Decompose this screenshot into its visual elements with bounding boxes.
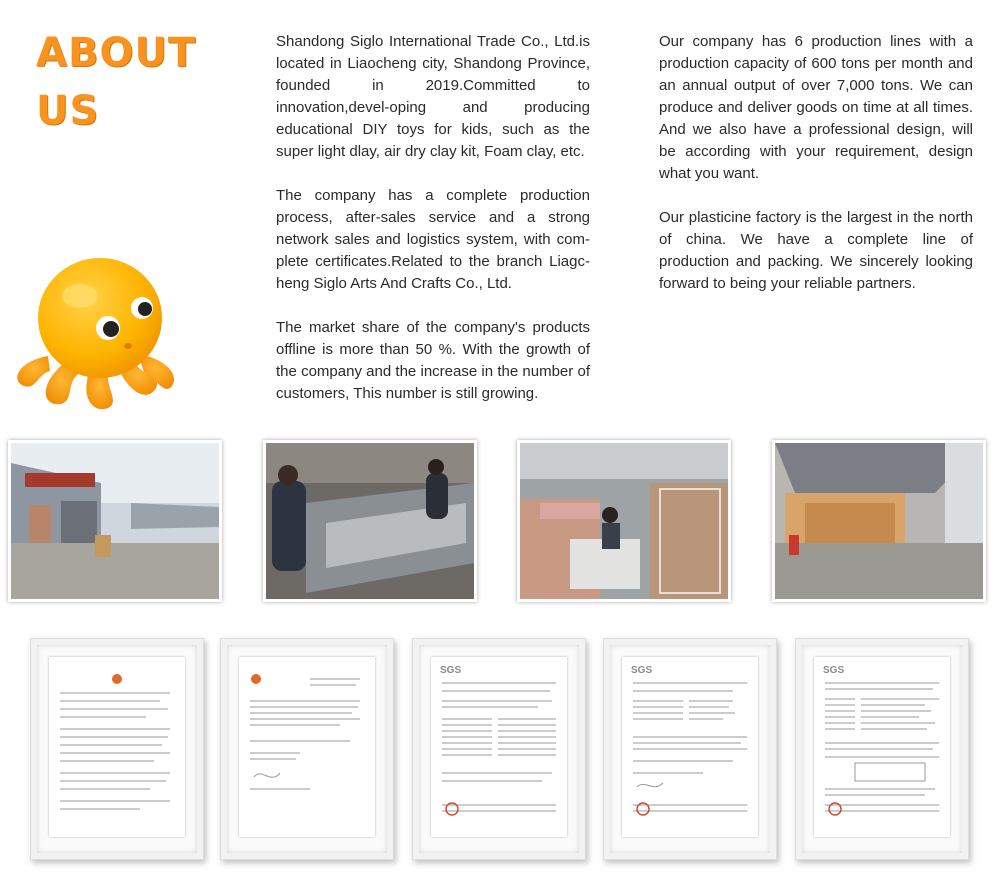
intro-column-right <box>659 31 973 317</box>
page-title <box>36 24 196 140</box>
certificate-frame <box>412 638 586 860</box>
title-line-1: ABOUT <box>36 30 197 76</box>
certificate-document <box>49 657 185 837</box>
factory-exterior-photo <box>8 440 222 602</box>
production-line-photo <box>263 440 477 602</box>
octopus-mascot-image <box>8 246 188 416</box>
certificate-logo: SGS <box>440 665 462 676</box>
certificate-frame <box>30 638 204 860</box>
certificate-frame <box>220 638 394 860</box>
certificate-document <box>239 657 375 837</box>
paragraph: Our plasticine factory is the largest in the north of china. We have a complete line of production and packing. We sincerely looking forward to being your reliable partners. <box>659 209 973 292</box>
certificate-logo: SGS <box>631 665 653 676</box>
intro-column-left <box>276 31 590 427</box>
paragraph: The company has a complete production process, after-sales service and a strong network sales and logistics system, with com-plete certificates.Related to the branch Liagc-heng Siglo Arts And Crafts Co., Ltd. <box>276 187 590 292</box>
certificate-document <box>431 657 567 837</box>
certificate-document <box>814 657 950 837</box>
packing-workshop-photo <box>517 440 731 602</box>
paragraph: The market share of the company's products offline is more than 50 %. With the growth of the company and the increase in the number of customers, This number is still growing. <box>276 319 590 402</box>
certificate-frame <box>795 638 969 860</box>
title-line-2: US <box>36 88 100 134</box>
certificate-frame <box>603 638 777 860</box>
certificate-document <box>622 657 758 837</box>
certificate-logo: SGS <box>823 665 845 676</box>
paragraph: Our company has 6 production lines with a production capacity of 600 tons per month and an annual output of over 7,000 tons. We can produce and deliver goods on time at all times. And we also have a professional design, will be according with your requirement, design what you want. <box>659 33 973 182</box>
paragraph: Shandong Siglo International Trade Co., Ltd.is located in Liaocheng city, Shandong Province, founded in 2019.Committed to innovation,devel-oping and producing educational DIY toys for kids, such as the super light dlay, air dry clay kit, Foam clay, etc. <box>276 33 590 160</box>
warehouse-photo <box>772 440 986 602</box>
